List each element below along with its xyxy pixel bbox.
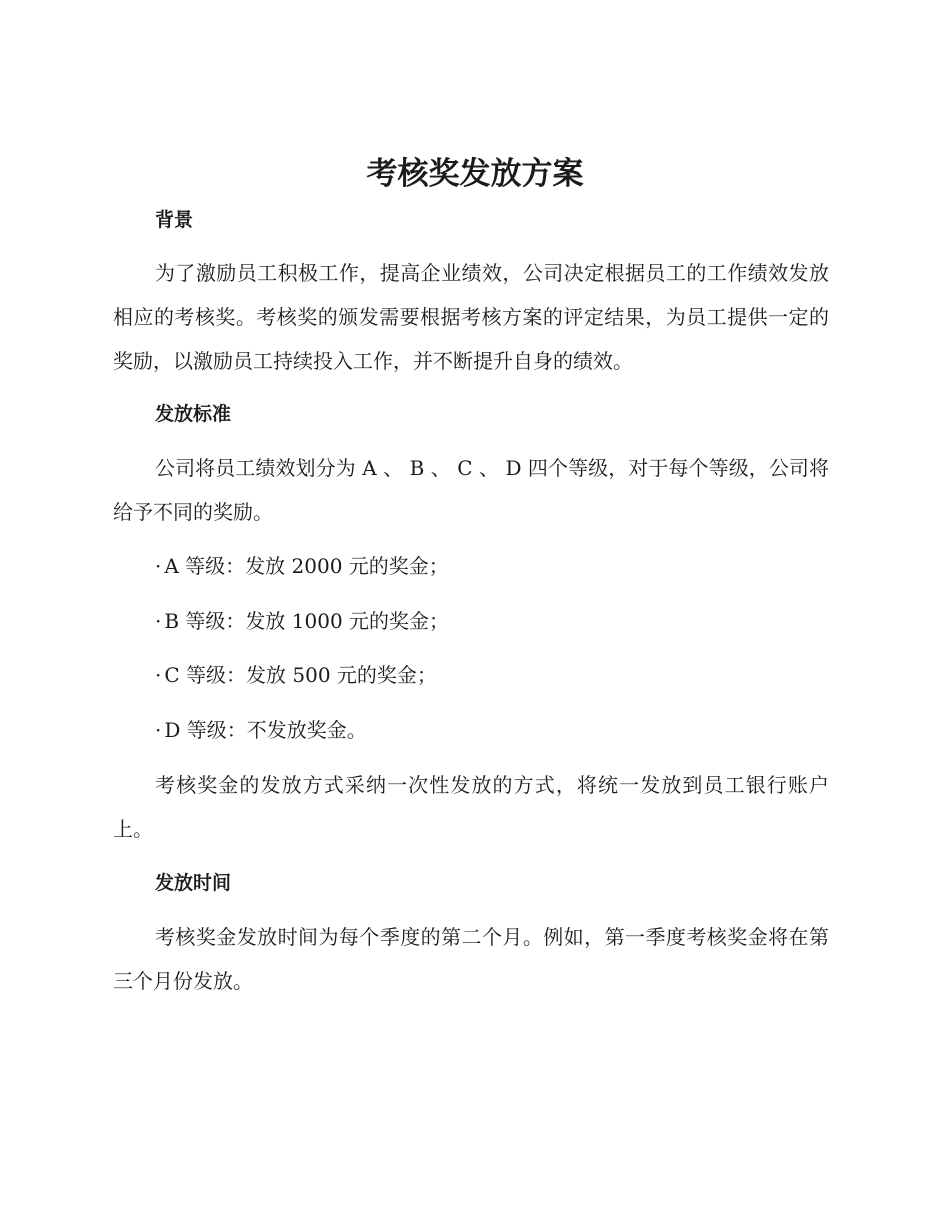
bullet-dot: · <box>155 609 162 633</box>
grade-d-text: D 等级：不发放奖金。 <box>164 718 367 742</box>
section-heading-time: 发放时间 <box>155 872 232 894</box>
section-heading-background: 背景 <box>155 209 194 231</box>
grade-list-item <box>155 716 367 744</box>
grade-list-item <box>155 661 437 689</box>
document-title: 考核奖发放方案 <box>366 156 584 192</box>
grade-list-item <box>155 552 449 580</box>
bullet-dot: · <box>155 554 162 578</box>
grade-list-item <box>155 607 449 635</box>
bullet-dot: · <box>155 663 162 687</box>
payment-time-paragraph: 考核奖金发放时间为每个季度的第二个月。例如，第一季度考核奖金将在第三个月份发放。 <box>113 925 829 993</box>
standard-intro-paragraph: 公司将员工绩效划分为 A 、 B 、 C 、 D 四个等级，对于每个等级，公司将给予不同的奖励。 <box>113 456 829 524</box>
grade-a-text: A 等级：发放 2000 元的奖金； <box>164 554 449 578</box>
payment-method-paragraph: 考核奖金的发放方式采纳一次性发放的方式，将统一发放到员工银行账户上。 <box>113 773 829 841</box>
grade-c-text: C 等级：发放 500 元的奖金； <box>164 663 437 687</box>
bullet-dot: · <box>155 718 162 742</box>
grade-b-text: B 等级：发放 1000 元的奖金； <box>164 609 450 633</box>
background-paragraph: 为了激励员工积极工作，提高企业绩效，公司决定根据员工的工作绩效发放相应的考核奖。考核奖的颁发需要根据考核方案的评定结果，为员工提供一定的奖励，以激励员工持续投入工作，并不断提升自身的绩效。 <box>113 261 829 373</box>
section-heading-standard: 发放标准 <box>155 403 232 425</box>
